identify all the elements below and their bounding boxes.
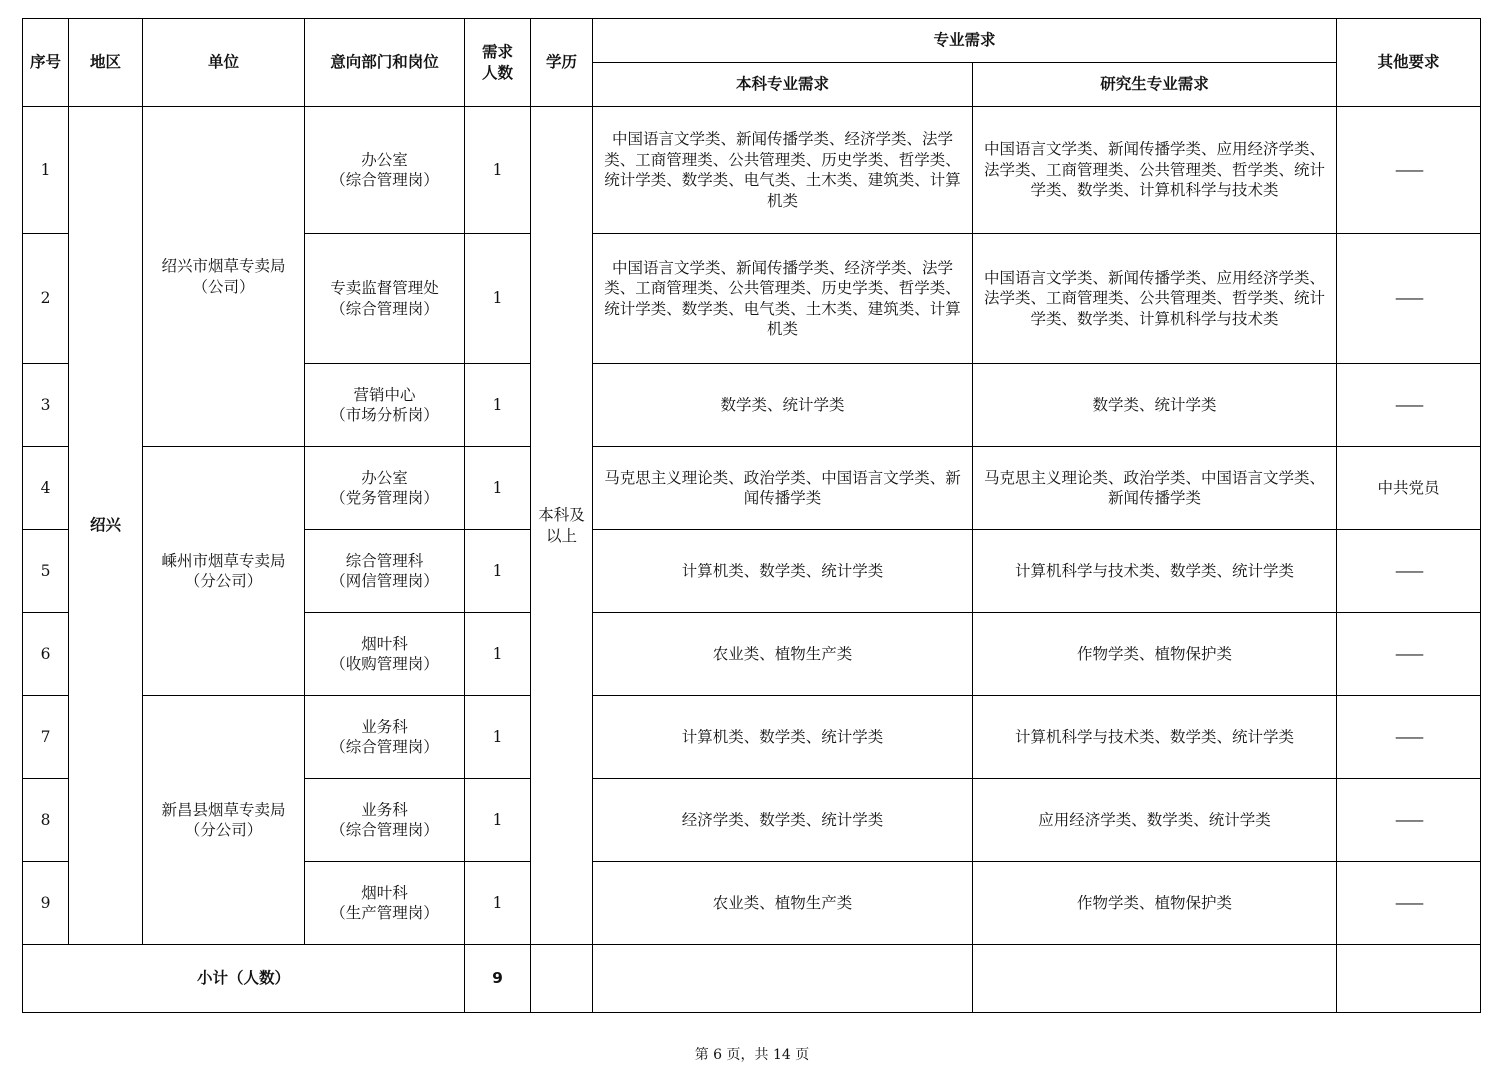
cell-count: 1 (465, 696, 531, 779)
cell-undergrad: 经济学类、数学类、统计学类 (593, 779, 973, 862)
cell-count: 1 (465, 779, 531, 862)
recruitment-table (22, 18, 1481, 1013)
cell-count: 1 (465, 107, 531, 234)
cell-undergrad: 农业类、植物生产类 (593, 862, 973, 945)
dept-name: 办公室 (361, 468, 408, 487)
subtotal-empty-undergrad (593, 945, 973, 1013)
cell-other: —— (1337, 696, 1481, 779)
post-name: （综合管理岗） (330, 738, 439, 756)
cell-undergrad: 中国语言文学类、新闻传播学类、经济学类、法学类、工商管理类、公共管理类、历史学类、哲学类、统计学类、数学类、电气类、土木类、建筑类、计算机类 (593, 234, 973, 364)
subtotal-empty-graduate (973, 945, 1337, 1013)
cell-graduate: 计算机科学与技术类、数学类、统计学类 (973, 530, 1337, 613)
cell-dept-post (305, 107, 465, 234)
header-row-1 (23, 19, 1481, 63)
post-name: （综合管理岗） (330, 171, 439, 189)
cell-other: 中共党员 (1337, 447, 1481, 530)
unit-type: （公司） (192, 277, 255, 296)
cell-dept-post (305, 862, 465, 945)
dept-name: 综合管理科 (345, 551, 424, 570)
table-row (23, 447, 1481, 530)
cell-unit (143, 696, 305, 945)
post-name: （网信管理岗） (330, 572, 439, 590)
header-education: 学历 (531, 19, 593, 107)
cell-other: —— (1337, 613, 1481, 696)
header-other: 其他要求 (1337, 19, 1481, 107)
cell-seq: 2 (23, 234, 69, 364)
cell-undergrad: 计算机类、数学类、统计学类 (593, 696, 973, 779)
dept-name: 业务科 (361, 717, 408, 736)
subtotal-empty-other (1337, 945, 1481, 1013)
dept-name: 业务科 (361, 800, 408, 819)
cell-other: —— (1337, 862, 1481, 945)
cell-undergrad: 农业类、植物生产类 (593, 613, 973, 696)
post-name: （生产管理岗） (330, 904, 439, 922)
header-major-req: 专业需求 (593, 19, 1337, 63)
cell-count: 1 (465, 862, 531, 945)
cell-seq: 1 (23, 107, 69, 234)
education-line2: 以上 (545, 526, 577, 545)
dept-name: 专卖监督管理处 (330, 279, 439, 297)
dept-name: 烟叶科 (361, 883, 408, 902)
cell-count: 1 (465, 234, 531, 364)
cell-dept-post (305, 234, 465, 364)
cell-dept-post (305, 696, 465, 779)
post-name: （党务管理岗） (330, 489, 439, 507)
cell-graduate: 计算机科学与技术类、数学类、统计学类 (973, 696, 1337, 779)
page-footer: 第 6 页，共 14 页 (694, 1047, 810, 1063)
cell-unit (143, 447, 305, 696)
post-name: （综合管理岗） (330, 821, 439, 839)
cell-undergrad: 计算机类、数学类、统计学类 (593, 530, 973, 613)
cell-other: —— (1337, 364, 1481, 447)
cell-seq: 8 (23, 779, 69, 862)
header-region: 地区 (69, 19, 143, 107)
header-count-line1: 需求 (481, 43, 513, 61)
cell-other: —— (1337, 779, 1481, 862)
header-unit: 单位 (143, 19, 305, 107)
cell-other: —— (1337, 234, 1481, 364)
table-row (23, 107, 1481, 234)
cell-education (531, 107, 593, 945)
subtotal-count: 9 (465, 945, 531, 1013)
cell-seq: 5 (23, 530, 69, 613)
cell-graduate: 中国语言文学类、新闻传播学类、应用经济学类、法学类、工商管理类、公共管理类、哲学类、统计学类、数学类、计算机科学与技术类 (973, 234, 1337, 364)
cell-unit (143, 107, 305, 447)
header-count-line2: 人数 (481, 63, 513, 82)
cell-graduate: 中国语言文学类、新闻传播学类、应用经济学类、法学类、工商管理类、公共管理类、哲学类、统计学类、数学类、计算机科学与技术类 (973, 107, 1337, 234)
header-count (465, 19, 531, 107)
cell-count: 1 (465, 447, 531, 530)
cell-dept-post (305, 779, 465, 862)
post-name: （综合管理岗） (330, 299, 439, 318)
cell-dept-post (305, 447, 465, 530)
cell-region: 绍兴 (69, 107, 143, 945)
cell-graduate: 作物学类、植物保护类 (973, 862, 1337, 945)
subtotal-label: 小计（人数） (23, 945, 465, 1013)
cell-count: 1 (465, 530, 531, 613)
subtotal-empty-education (531, 945, 593, 1013)
dept-name: 烟叶科 (361, 634, 408, 653)
unit-type: （分公司） (184, 821, 263, 839)
cell-undergrad: 数学类、统计学类 (593, 364, 973, 447)
cell-graduate: 数学类、统计学类 (973, 364, 1337, 447)
post-name: （收购管理岗） (330, 655, 439, 673)
cell-seq: 7 (23, 696, 69, 779)
header-dept-post: 意向部门和岗位 (305, 19, 465, 107)
cell-graduate: 马克思主义理论类、政治学类、中国语言文学类、新闻传播学类 (973, 447, 1337, 530)
dept-name: 营销中心 (353, 385, 416, 404)
cell-count: 1 (465, 364, 531, 447)
cell-undergrad: 中国语言文学类、新闻传播学类、经济学类、法学类、工商管理类、公共管理类、历史学类、哲学类、统计学类、数学类、电气类、土木类、建筑类、计算机类 (593, 107, 973, 234)
header-seq: 序号 (23, 19, 69, 107)
cell-undergrad: 马克思主义理论类、政治学类、中国语言文学类、新闻传播学类 (593, 447, 973, 530)
cell-dept-post (305, 364, 465, 447)
cell-graduate: 应用经济学类、数学类、统计学类 (973, 779, 1337, 862)
cell-dept-post (305, 530, 465, 613)
unit-name: 绍兴市烟草专卖局 (161, 257, 286, 275)
cell-seq: 6 (23, 613, 69, 696)
cell-seq: 4 (23, 447, 69, 530)
table-row (23, 696, 1481, 779)
cell-other: —— (1337, 107, 1481, 234)
education-line1: 本科及 (538, 506, 585, 524)
unit-name: 新昌县烟草专卖局 (161, 800, 286, 819)
cell-graduate: 作物学类、植物保护类 (973, 613, 1337, 696)
subtotal-row (23, 945, 1481, 1013)
header-undergrad: 本科专业需求 (593, 63, 973, 107)
header-graduate: 研究生专业需求 (973, 63, 1337, 107)
cell-count: 1 (465, 613, 531, 696)
cell-seq: 3 (23, 364, 69, 447)
unit-type: （分公司） (184, 572, 263, 590)
cell-other: —— (1337, 530, 1481, 613)
dept-name: 办公室 (361, 150, 408, 169)
cell-dept-post (305, 613, 465, 696)
unit-name: 嵊州市烟草专卖局 (161, 551, 286, 570)
cell-seq: 9 (23, 862, 69, 945)
post-name: （市场分析岗） (330, 406, 439, 424)
